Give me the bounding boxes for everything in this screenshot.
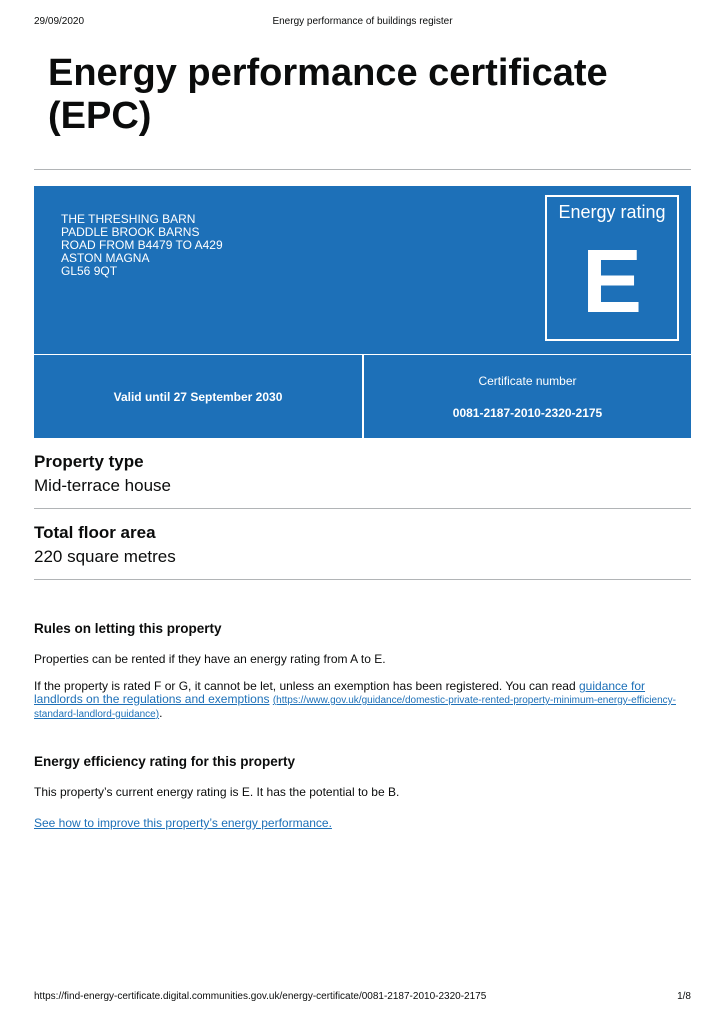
efficiency-rating-text: This property’s current energy rating is E. It has the potential to be B. xyxy=(34,785,400,799)
property-address xyxy=(61,213,223,278)
energy-rating-letter: E xyxy=(581,232,643,332)
divider xyxy=(34,508,691,509)
page-number: 1/8 xyxy=(677,991,691,1002)
print-header xyxy=(34,16,691,30)
letting-rules-text: Properties can be rented if they have an energy rating from A to E. xyxy=(34,652,386,666)
validity-cell xyxy=(34,355,362,438)
certificate-number: 0081-2187-2010-2320-2175 xyxy=(452,405,603,420)
energy-rating-label: Energy rating xyxy=(558,202,666,222)
print-document-title: Energy performance of buildings register xyxy=(272,16,453,27)
address-line: PADDLE BROOK BARNS xyxy=(61,225,200,239)
print-footer xyxy=(34,991,691,1005)
improve-performance-link[interactable]: See how to improve this property’s energy performance. xyxy=(34,816,332,830)
improve-performance-paragraph xyxy=(34,817,691,830)
energy-rating-box xyxy=(545,195,679,341)
exemption-text-suffix: . xyxy=(159,706,163,720)
divider xyxy=(34,579,691,580)
valid-until: Valid until 27 September 2030 xyxy=(113,389,283,404)
property-type-summary xyxy=(34,452,691,496)
print-date: 29/09/2020 xyxy=(34,16,85,27)
epc-header-panel xyxy=(34,186,691,354)
floor-area-label: Total floor area xyxy=(34,523,156,542)
page-title: Energy performance certificate (EPC) xyxy=(48,52,608,137)
floor-area-value: 220 square metres xyxy=(34,547,176,566)
efficiency-rating-heading: Energy efficiency rating for this property xyxy=(34,754,296,769)
property-type-label: Property type xyxy=(34,452,144,471)
print-url: https://find-energy-certificate.digital.communities.gov.uk/energy-certificate/0081-2187-2010-2320-2175 xyxy=(34,991,487,1002)
address-line: GL56 9QT xyxy=(61,264,118,278)
certificate-number-cell xyxy=(364,355,691,438)
certificate-number-label: Certificate number xyxy=(478,373,577,388)
landlord-guidance-url[interactable]: (https://www.gov.uk/guidance/domestic-private-rented-property-minimum-energy-efficiency-standard-landlord-guidance) xyxy=(34,695,676,720)
divider xyxy=(34,169,691,170)
property-type-value: Mid-terrace house xyxy=(34,476,172,495)
letting-rules-heading: Rules on letting this property xyxy=(34,621,222,636)
letting-exemption-text xyxy=(34,680,691,721)
floor-area-summary xyxy=(34,523,691,567)
address-line: THE THRESHING BARN xyxy=(61,212,196,226)
epc-validity-panel xyxy=(34,355,691,438)
exemption-text-prefix: If the property is rated F or G, it cannot be let, unless an exemption has been registered. You can read xyxy=(34,679,579,693)
landlord-guidance-link[interactable]: guidance for landlords on the regulations and exemptions xyxy=(34,679,646,706)
address-line: ROAD FROM B4479 TO A429 xyxy=(61,238,223,252)
address-line: ASTON MAGNA xyxy=(61,251,150,265)
